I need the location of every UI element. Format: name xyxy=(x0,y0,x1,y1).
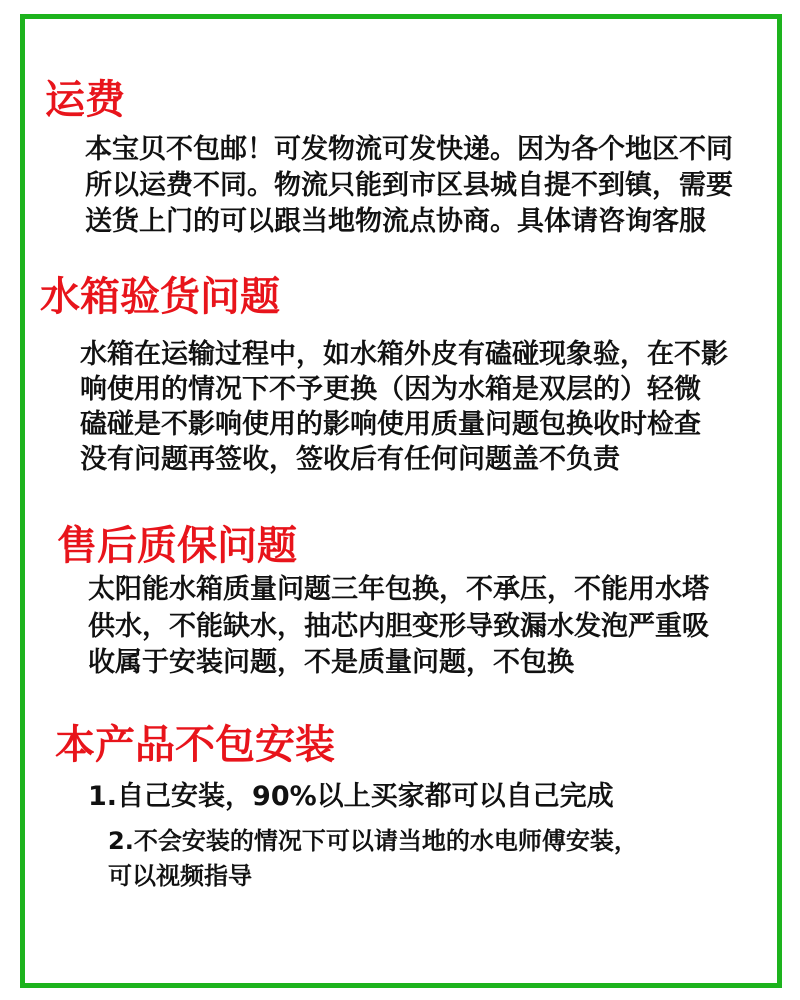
inspection-heading: 水箱验货问题 xyxy=(40,274,280,320)
paragraph-line: 响使用的情况下不予更换（因为水箱是双层的）轻微 xyxy=(80,374,701,405)
paragraph-line: 没有问题再签收，签收后有任何问题盖不负责 xyxy=(80,444,620,475)
paragraph-line: 所以运费不同。物流只能到市区县城自提不到镇，需要 xyxy=(85,170,733,201)
inspection-paragraph xyxy=(80,337,728,477)
paragraph-line: 磕碰是不影响使用的影响使用质量问题包换收时检查 xyxy=(80,409,701,440)
shipping-heading: 运费 xyxy=(45,77,125,123)
paragraph-line: 2.不会安装的情况下可以请当地的水电师傅安装， xyxy=(108,827,638,855)
warranty-heading: 售后质保问题 xyxy=(57,523,297,569)
paragraph-line: 可以视频指导 xyxy=(108,862,252,890)
paragraph-line: 太阳能水箱质量问题三年包换，不承压，不能用水塔 xyxy=(88,574,709,605)
installation-item-1 xyxy=(88,779,614,815)
installation-heading: 本产品不包安装 xyxy=(55,722,335,768)
paragraph-line: 本宝贝不包邮！可发物流可发快递。因为各个地区不同 xyxy=(85,134,733,165)
shipping-paragraph xyxy=(85,132,733,240)
paragraph-line: 水箱在运输过程中，如水箱外皮有磕碰现象验，在不影 xyxy=(80,339,728,370)
paragraph-line: 1.自己安装，90%以上买家都可以自己完成 xyxy=(88,781,614,812)
paragraph-line: 送货上门的可以跟当地物流点协商。具体请咨询客服 xyxy=(85,206,706,237)
paragraph-line: 供水，不能缺水，抽芯内胆变形导致漏水发泡严重吸 xyxy=(88,610,709,642)
installation-item-2 xyxy=(108,824,638,894)
paragraph-line: 收属于安装问题，不是质量问题，不包换 xyxy=(88,647,574,678)
warranty-paragraph xyxy=(88,572,709,682)
